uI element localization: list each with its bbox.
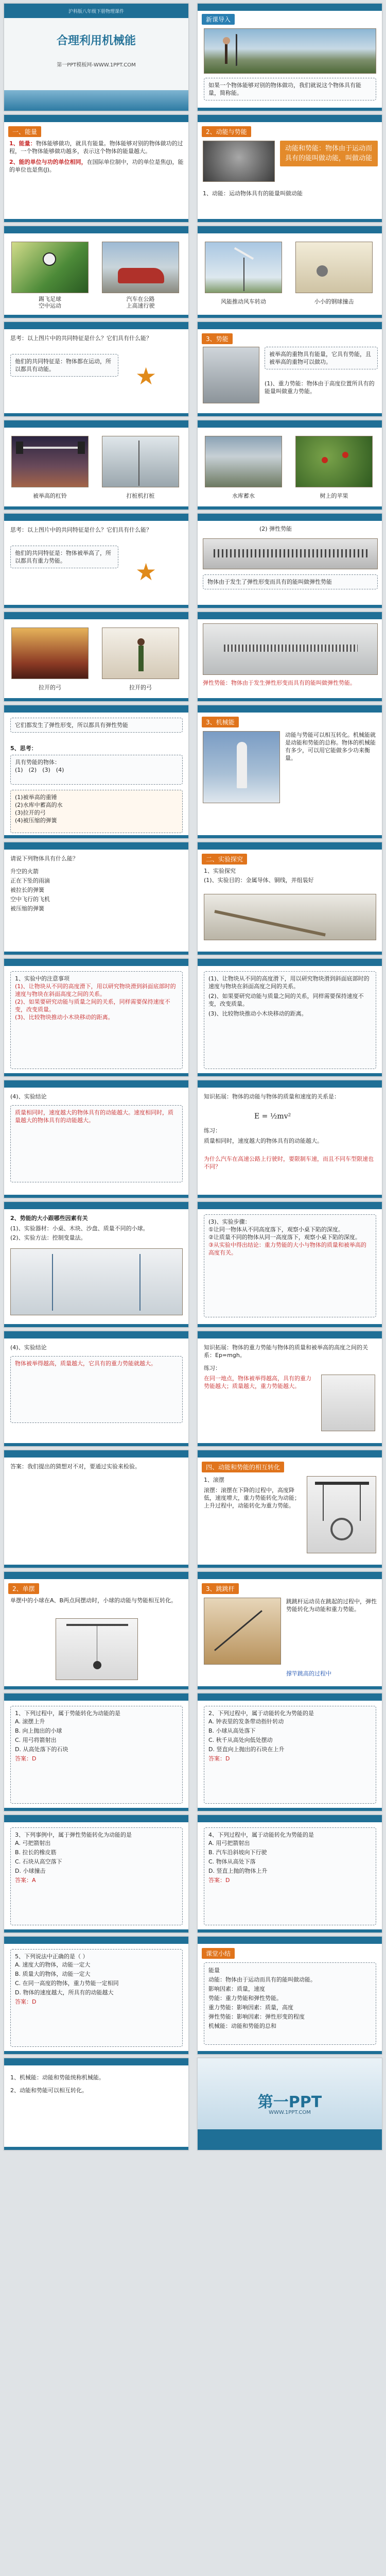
section-elastic: (2) 弹性势能 (259, 526, 292, 532)
slide-quiz-3 (4, 1815, 189, 1933)
conclusion-box (10, 1105, 183, 1182)
caption-bow-b: 拉开的弓 (129, 684, 152, 691)
slide-question-potential (4, 513, 189, 608)
slide-header (198, 1693, 382, 1701)
elastic-answer: 它们都发生了弹性形变，所以都具有弹性势能 (15, 722, 128, 728)
slide-footer (4, 1808, 188, 1811)
elastic-definition: 弹性势能：物体由于发生弹性形变而具有的能叫做弹性势能。 (203, 680, 356, 686)
slide-photos-moving (4, 226, 189, 318)
answer-kinetic: 他们的共同特征是：物体都在运动，所以都具有动能。 (15, 358, 111, 372)
elastic-answer-box (10, 718, 183, 733)
slide-header (4, 322, 188, 329)
slide-footer (198, 413, 382, 416)
slide-footer (198, 1443, 382, 1446)
slide-photos-lift (4, 420, 189, 510)
slide-footer (4, 1324, 188, 1327)
slide-quiz-5 (4, 1936, 189, 2055)
potential-ext-2: 练习： (204, 1365, 221, 1371)
weightlifter-photo (11, 436, 89, 487)
quiz1-answer: 答案：D (15, 1755, 37, 1762)
slide-quiz-1 (4, 1693, 189, 1811)
quiz1-opt-c[interactable]: C. 用弓将箭射出 (15, 1737, 57, 1743)
summary-5: 重力势能：影响因素：质量，高度 (208, 2004, 293, 2011)
slide-header (198, 959, 382, 966)
quiz4-opt-a[interactable]: A. 用弓把箭射出 (208, 1840, 250, 1846)
quiz4-intro: 4、下列过程中，属于动能转化为势能的是 (208, 1832, 314, 1838)
archer-figure-photo (102, 628, 179, 679)
step-3: ③从实验中得出结论：重力势能的大小与物体的质量和被举高的高度有关。 (208, 1242, 366, 1256)
summary-1: 能量 (208, 1967, 220, 1974)
answer-check-text: 答案：我们提出的猜想对不对，要通过实验来检验。 (10, 1463, 141, 1470)
quiz1-opt-b[interactable]: B. 向上抛出的小球 (15, 1727, 62, 1734)
quiz1-opt-d[interactable]: D. 从高处落下的石块 (15, 1746, 68, 1753)
slide-question-kinetic (4, 321, 189, 417)
slide-experiment (197, 842, 382, 955)
notes-title: 1、实验中的注意事项 (15, 975, 69, 982)
section-energy: 一、能量 (8, 126, 41, 137)
slide-energy (4, 114, 189, 223)
slide-kinetic-extension (197, 1080, 382, 1198)
factors-text1: (1)、实验器材：小桌、木块、沙盘、质量不同的小球。 (10, 1225, 149, 1232)
slide-header (198, 226, 382, 233)
main-title: 合理利用机械能 (56, 35, 136, 47)
kinetic-box: 动能和势能：物体由于运动而具有的能叫做动能，叫做动能 (280, 141, 378, 166)
conclusion-text: 质量相同时，速度越大的物体具有的动能越大。速度相同时，质量越大的物体具有的动能越大。 (15, 1109, 173, 1124)
slide-header (198, 115, 382, 122)
quiz2-intro: 2、下列过程中，属于动能转化为势能的是 (208, 1710, 314, 1717)
extension-item2: 练习： (204, 1127, 221, 1134)
slide-header (198, 420, 382, 428)
notes-b-1: (1)、让物块从不同的高度滑下，用以研究物块滑到斜面底部时的速度与物块在斜面高度之间的关系。 (208, 975, 370, 990)
slide-footer (198, 108, 382, 111)
slide-header (4, 842, 188, 850)
slide-footer (4, 219, 188, 222)
pole-vault-caption: 撑竿跳高的过程中 (286, 1670, 331, 1677)
quiz3-opt-a[interactable]: A. 弓把箭射出 (15, 1840, 51, 1846)
slide-header (198, 842, 382, 850)
stand-photo (10, 1248, 183, 1315)
rocket-photo (203, 731, 280, 803)
top-caption: 沪科版八年级下册物理课件 (68, 9, 124, 14)
quiz1-opt-a[interactable]: A. 滚摆上升 (15, 1718, 45, 1725)
answer-4: (4)被压缩的弹簧 (15, 817, 57, 824)
mechanical-text: 动能与势能可以相互转化。机械能就是动能和势能的总称。物体的机械能有多少，可以用它能做多少功来衡量。 (285, 732, 376, 761)
slide-elastic (197, 513, 382, 608)
slide-footer (198, 2051, 382, 2054)
caption-soccer: 踢飞足球 空中运动 (39, 296, 61, 309)
slide-footer (198, 1324, 382, 1327)
caption-barbell: 被举高的杠铃 (33, 493, 67, 499)
slide-header (4, 1572, 188, 1579)
slide-quiz-2 (197, 1693, 382, 1811)
extension-item4: 为什么汽车在高速公路上行驶时，要限制车速，而且不同车型限速也不同？ (204, 1156, 374, 1170)
summary-3: 影响因素：质量，速度 (208, 1986, 265, 1992)
notes-3: (3)、比较物块推动小木块移动的距离。 (15, 1014, 114, 1021)
factors-text2: (2)、实验方法：控制变量法。 (10, 1234, 86, 1241)
question-kinetic: 思考：以上图片中的共同特征是什么？它们具有什么能？ (10, 335, 152, 342)
slide-footer (4, 1073, 188, 1076)
slide-header (4, 1937, 188, 1944)
slide-header (4, 1693, 188, 1701)
quiz3-opt-c[interactable]: C. 石块从高空落下 (15, 1858, 62, 1865)
elastic-box-text: 物体由于发生了弹性形变而具有的能叫做弹性势能 (207, 579, 332, 585)
final-text1: 1、机械能：动能和势能统称机械能。 (10, 2074, 104, 2081)
answer-1: (1)被举高的重锤 (15, 794, 57, 801)
quiz5-intro: 5、下列说法中正确的是（ ） (15, 1953, 89, 1960)
quiz5-box (10, 1949, 183, 2047)
caption-car: 汽车在公路 上高速行驶 (126, 296, 155, 309)
quiz3-answer: 答案：A (15, 1877, 36, 1884)
slide-header (198, 1572, 382, 1579)
potential-ext-3: 在同一地点，物体被举得越高，具有的重力势能越大；质量越大，重力势能越大。 (204, 1375, 311, 1389)
slide-footer (4, 1195, 188, 1198)
slide-kinetic-conclusion (4, 1080, 189, 1198)
slide-header (198, 1937, 382, 1944)
quiz2-opt-c[interactable]: C. 秋千从高处向低处摆动 (208, 1737, 273, 1743)
slide-potential (197, 321, 382, 417)
slide-footer (4, 1565, 188, 1568)
answer-2: (2)水库中蓄高的水 (15, 802, 63, 808)
quiz4-box (204, 1827, 376, 1925)
slide-pendulum (4, 1571, 189, 1690)
slide-header (198, 1450, 382, 1458)
slide-experiment-notes (4, 958, 189, 1077)
slide-footer (4, 1929, 188, 1933)
answer-potential-box (10, 546, 118, 568)
caption-dam: 水库蓄水 (232, 493, 255, 499)
step-2: ②让质量不同的物体从同一高度落下，观察小桌下陷的深度。 (208, 1234, 361, 1241)
slide-experiment-notes-b (197, 958, 382, 1077)
caption-pile: 打桩机打桩 (126, 493, 155, 499)
item1-text: 物体能够做功，就具有能量。物体能够对别的物体做功的过程，一个物体能够做功越多，表示这个物体的能量越大。 (9, 140, 183, 155)
item2-text: 在国际单位制中，功的单位是焦(J)，能的单位也是焦(J)。 (9, 159, 184, 173)
quiz5-answer: 答案：D (15, 1998, 37, 2005)
quiz3-opt-b[interactable]: B. 拉长的橡皮筋 (15, 1849, 57, 1856)
spring-apparatus-photo (203, 623, 378, 675)
final-text2: 2、动能和势能可以相互转化。 (10, 2087, 87, 2094)
caption-bow-a: 拉开的弓 (39, 684, 61, 691)
kinetic-item1: 1、动能：运动物体具有的能量叫做动能 (203, 190, 303, 197)
quiz5-opt-a[interactable]: A. 速度大的物体，动能一定大 (15, 1961, 91, 1968)
intro-text: 如果一个物体能够对别的物体做功，我们就说这个物体具有能量，简称能。 (208, 82, 361, 96)
quiz5-opt-b[interactable]: B. 质量大的物体，动能一定大 (15, 1971, 91, 1977)
slide-footer (4, 698, 188, 701)
answer-kinetic-box (10, 354, 118, 377)
quiz1-box (10, 1706, 183, 1804)
slide-header (4, 420, 188, 428)
slide-header (198, 4, 382, 11)
identify-intro: 请说下列物体具有什么能？ (10, 855, 78, 862)
quiz1-intro: 1、下列过程中，属于势能转化为动能的是 (15, 1710, 120, 1717)
pendulum-text: 单摆中的小球在A、B两点间摆动时，小球的动能与势能相互转化。 (10, 1597, 177, 1604)
quiz5-opt-d[interactable]: D. 物体的速度越大，所具有的动能越大 (15, 1989, 114, 1996)
item2-label: 2、能的单位与功的单位相同， (9, 159, 87, 165)
slide-footer (198, 1929, 382, 1933)
slide-header (4, 1080, 188, 1088)
slide-footer (198, 315, 382, 318)
slide-header (4, 959, 188, 966)
section-mechanical: 3、机械能 (202, 717, 239, 727)
potential-ext-1: 知识拓展：物体的重力势能与物体的质量和被举高的高度之间的关系：Ep=mgh。 (204, 1344, 368, 1359)
identify-item-1: 升空的火箭 (10, 868, 39, 875)
brand-footer-band (198, 2129, 382, 2150)
notes-1: (1)、让物块从不同的高度滑下，用以研究物块滑到斜面底部时的速度与物块在斜面高度之间的关系。 (15, 983, 176, 997)
roller-title: 1、滚摆 (204, 1477, 224, 1483)
slide-potential-extension (197, 1331, 382, 1447)
potential-conclusion-text: 物体被举得越高，质量越大，它具有的重力势能就越大。 (15, 1360, 156, 1367)
maxwell-wheel-photo (307, 1476, 376, 1553)
slide-footer (198, 1565, 382, 1568)
car-photo (102, 242, 179, 293)
step-1: ①让同一物体从不同高度落下，观察小桌下陷的深度。 (208, 1226, 344, 1233)
notes-box-b (204, 971, 376, 1069)
slide-photos-water (197, 420, 382, 510)
quiz3-opt-d[interactable]: D. 小球撞击 (15, 1868, 46, 1874)
slide-footer (198, 1808, 382, 1811)
experiment-item1: 1、实验探究 (204, 868, 236, 874)
ask-3: (3) (42, 767, 50, 773)
weight-photo (203, 347, 259, 403)
slide-potential-conclusion (4, 1331, 189, 1447)
quiz3-box (10, 1827, 183, 1925)
notes-box (10, 971, 183, 1069)
brand-url: WWW.1PPT.COM (269, 2110, 311, 2115)
identify-item-5: 被压缩的弹簧 (10, 905, 44, 912)
apple-tree-photo (295, 436, 373, 487)
title-footer-wave (4, 90, 188, 111)
kinetic-formula: E = ½mv² (254, 1112, 291, 1121)
section-potential-factors: 2、势能的大小跟哪些因素有关 (10, 1215, 88, 1222)
slide-header (4, 1202, 188, 1209)
quiz4-opt-b[interactable]: B. 汽车沿斜坡向下行驶 (208, 1849, 267, 1856)
slide-header (4, 705, 188, 713)
star-icon: ★ (135, 362, 157, 390)
answer-potential: 他们的共同特征是：物体被举高了，所以都具有重力势能。 (15, 550, 111, 564)
caption-ball: 小小的钢球撞击 (314, 298, 354, 305)
slide-conversion-roller (197, 1450, 382, 1568)
slide-photos-bow (4, 612, 189, 702)
slide-pole-vault (197, 1571, 382, 1690)
think-answer-box (10, 790, 183, 833)
slide-think (4, 705, 189, 839)
extension-item3: 质量相同时，速度越大的物体具有的动能越大。 (204, 1138, 323, 1144)
slide-header (4, 226, 188, 233)
elastic-box (203, 574, 378, 589)
section-experiment: 二、实验探究 (202, 854, 247, 865)
slide-footer (198, 1195, 382, 1198)
section-pole-vault: 3、跳跳杆 (202, 1583, 239, 1594)
summary-6: 弹性势能：影响因素：弹性形变的程度 (208, 2013, 305, 2020)
slide-header (198, 1815, 382, 1822)
slide-header (4, 1450, 188, 1458)
spring-photo (203, 538, 378, 569)
slide-footer (4, 413, 188, 416)
archery-crowd-photo (11, 628, 89, 679)
bell-photo (203, 141, 275, 182)
summary-2: 动能：物体由于运动而具有的能叫做动能。 (208, 1976, 316, 1983)
think-ask-label: 具有势能的物体： (15, 759, 60, 766)
think-question: 5、思考： (10, 745, 37, 752)
slide-footer (4, 2051, 188, 2054)
slide-intro (197, 3, 382, 111)
slide-header (198, 322, 382, 329)
ball-photo (295, 242, 373, 293)
slide-brand (197, 2058, 382, 2150)
subtitle: 第一PPT模板网-WWW.1PPT.COM (57, 62, 136, 68)
pendulum-photo (56, 1618, 138, 1680)
summary-box (204, 1962, 376, 2045)
slide-kinetic-potential (197, 114, 382, 223)
soccer-photo (11, 242, 89, 293)
star-icon: ★ (135, 558, 157, 586)
slide-footer (198, 219, 382, 222)
potential-item: (1)、重力势能：物体由于高度位置所具有的能量叫做重力势能。 (265, 380, 375, 395)
slide-potential-steps (197, 1201, 382, 1328)
slide-header (4, 514, 188, 521)
slide-title (4, 3, 189, 111)
archer-photo (204, 28, 376, 74)
section-kinetic: 2、动能与势能 (202, 126, 251, 137)
slide-footer (4, 605, 188, 608)
section-conclusion: (4)、实验结论 (10, 1093, 47, 1100)
ramp-photo (204, 894, 376, 940)
section-summary: 课堂小结 (202, 1948, 235, 1959)
slide-answer-check (4, 1450, 189, 1568)
slide-quiz-4 (197, 1815, 382, 1933)
quiz2-answer: 答案：D (208, 1755, 230, 1762)
intro-box (204, 78, 376, 100)
slide-header (198, 1202, 382, 1209)
slide-summary (197, 1936, 382, 2055)
slide-footer (198, 1073, 382, 1076)
dam-photo (205, 436, 282, 487)
slide-potential-factors (4, 1201, 189, 1328)
slide-header (4, 2058, 188, 2065)
pile-driver-photo (102, 436, 179, 487)
ask-1: (1) (15, 767, 23, 773)
slide-footer (198, 605, 382, 608)
slide-header (198, 612, 382, 619)
quiz2-opt-a[interactable]: A. 钟表里的发条带动指针转动 (208, 1718, 284, 1725)
steps-title: (3)、实验步骤： (208, 1218, 251, 1225)
steps-box (204, 1214, 376, 1317)
slide-photos-wind (197, 226, 382, 318)
identify-item-4: 空中飞行的飞机 (10, 896, 50, 903)
slide-footer (4, 2147, 188, 2150)
ask-2: (2) (28, 767, 37, 773)
slide-footer (198, 698, 382, 701)
windmill-photo (205, 242, 282, 293)
roller-text: 滚摆：滚摆在下降的过程中，高度降低，速度增大，重力势能转化为动能；上升过程中，动能转化为重力势能。 (204, 1487, 300, 1509)
extension-item1: 知识拓展：物体的动能与物体的质量和速度的关系是： (204, 1093, 340, 1100)
answer-3: (3)拉开的弓 (15, 809, 46, 816)
slide-header (4, 1815, 188, 1822)
slide-header (4, 612, 188, 619)
caption-wind: 风能推动风车转动 (221, 298, 266, 305)
section-potential-conclusion: (4)、实验结论 (10, 1344, 47, 1351)
quiz2-box (204, 1706, 376, 1804)
slide-header (198, 705, 382, 713)
slide-mechanical (197, 705, 382, 839)
slide-footer (198, 1686, 382, 1689)
slide-final-summary (4, 2058, 189, 2150)
slide-header (4, 1331, 188, 1338)
slide-header (198, 1331, 382, 1338)
caption-apple: 树上的苹果 (320, 493, 348, 499)
think-ask-box (10, 755, 183, 785)
potential-conclusion-box (10, 1356, 183, 1423)
slide-elastic-definition (197, 612, 382, 702)
item1-label: 1、能量： (9, 140, 36, 147)
slide-header (198, 1080, 382, 1088)
slide-footer (198, 952, 382, 955)
quiz2-opt-b[interactable]: B. 小球从高处落下 (208, 1727, 256, 1734)
potential-box (265, 347, 378, 369)
brand-logo-text: 第一PPT (257, 2093, 322, 2111)
slide-footer (4, 506, 188, 510)
notes-b-2: (2)、如果要研究动能与质量之间的关系，同样需要保持速度不变，改变质量。 (208, 993, 364, 1007)
identify-item-2: 正在下坠的雨滴 (10, 877, 50, 884)
ask-4: (4) (56, 767, 64, 773)
quiz4-opt-c[interactable]: C. 物体从高处下落 (208, 1858, 256, 1865)
quiz4-opt-d[interactable]: D. 竖直上抛的物体上升 (208, 1868, 268, 1874)
slide-header (4, 115, 188, 122)
slide-footer (198, 506, 382, 510)
section-badge: 新课导入 (202, 14, 235, 25)
notes-b-3: (3)、比较物块推动小木块移动的距离。 (208, 1010, 307, 1017)
pole-vault-text: 跳跳杆运动员在跳起的过程中，弹性势能转化为动能和重力势能。 (286, 1598, 377, 1613)
slide-footer (4, 315, 188, 318)
identify-item-3: 被拉长的弹簧 (10, 887, 44, 893)
slide-footer (4, 952, 188, 955)
section-conversion: 四、动能和势能的相互转化 (202, 1462, 284, 1472)
quiz3-intro: 3、下列事例中，属于弹性势能转化为动能的是 (15, 1832, 132, 1838)
slide-identify (4, 842, 189, 955)
slide-footer (4, 1686, 188, 1689)
pole-vault-photo (204, 1598, 281, 1665)
slide-footer (198, 835, 382, 838)
section-pendulum: 2、单摆 (8, 1583, 39, 1594)
quiz2-opt-d[interactable]: D. 竖直向上抛出的石块在上升 (208, 1746, 285, 1753)
slide-header (198, 514, 382, 521)
experiment-item2: (1)、实验目的：金属导体、铜线，并组装好 (204, 877, 314, 884)
question-potential: 思考：以上图片中的共同特征是什么？它们具有什么能？ (10, 527, 152, 533)
summary-7: 机械能：动能和势能的总和 (208, 2023, 276, 2029)
potential-box-text: 被举高的重物具有能量，它具有势能，且被举高的重物可以做功。 (269, 351, 371, 365)
quiz4-answer: 答案：D (208, 1877, 230, 1884)
slide-footer (4, 835, 188, 838)
slide-footer (4, 1443, 188, 1446)
section-potential: 3、势能 (202, 333, 233, 344)
sand-tray-photo (321, 1375, 375, 1431)
quiz5-opt-c[interactable]: C. 在同一高度的物体，重力势能一定相同 (15, 1980, 119, 1987)
summary-4: 势能：重力势能和弹性势能。 (208, 1995, 282, 2002)
notes-2: (2)、如果要研究动能与质量之间的关系，同样需要保持速度不变，改变质量。 (15, 998, 170, 1013)
